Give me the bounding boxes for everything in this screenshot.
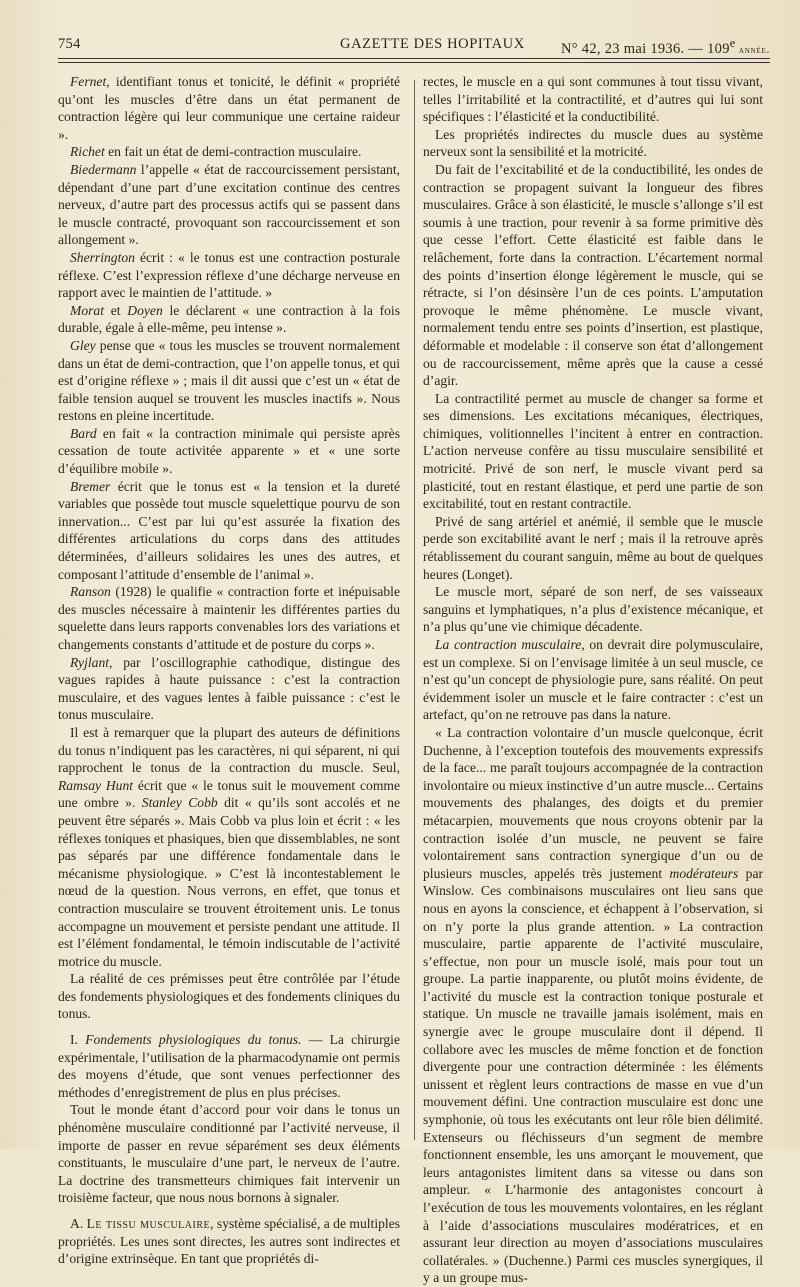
italic-text: Richet bbox=[70, 144, 105, 160]
header-rule-top bbox=[58, 58, 770, 59]
issue-annee: année. bbox=[735, 44, 770, 56]
text-run: en fait un état de demi-contraction musculaire. bbox=[104, 144, 362, 160]
italic-text: modérateurs bbox=[669, 865, 739, 881]
italic-text: Bremer bbox=[70, 478, 111, 494]
paragraph bbox=[58, 1031, 400, 1101]
text-run: La réalité de ces prémisses peut être contrôlée par l’étude des fondements physiologiques et des fondements cliniques du tonus. bbox=[58, 971, 400, 1022]
italic-text: Gley bbox=[70, 337, 96, 353]
text-run: Les propriétés indirectes du muscle dues au système nerveux sont la sensibilité et la motricité. bbox=[423, 126, 763, 160]
paragraph bbox=[423, 513, 763, 583]
paragraph bbox=[58, 249, 400, 302]
italic-text: Fondements physiologiques du tonus. bbox=[85, 1032, 302, 1048]
text-run: en fait « la contraction minimale qui persiste après cessation de toute activitée apparente » et « une sorte d’équilibre mobile ». bbox=[58, 425, 400, 477]
paragraph bbox=[423, 390, 763, 513]
italic-text: Morat bbox=[70, 302, 104, 318]
text-run: écrit : « le tonus est une contraction posturale réflexe. C’est l’expression réflexe d’une décharge nerveuse en rapport avec le maintien de l’attitude. » bbox=[58, 249, 400, 301]
italic-text: Ranson bbox=[70, 584, 111, 600]
paragraph bbox=[423, 73, 763, 126]
paragraph bbox=[423, 126, 763, 161]
text-run: Tout le monde étant d’accord pour voir dans le tonus un phénomène musculaire conditionné par l’activité nerveuse, il importe de passer en revue séparément ses deux éléments constituants, le musculaire d’une part, le nerveux de l’autre. La doctrine des transmetteurs chimiques fait intervenir un troisième facteur, que nous nous bornons à signaler. bbox=[58, 1102, 400, 1206]
italic-text: La contraction musculaire bbox=[435, 637, 582, 652]
text-run: Privé de sang artériel et anémié, il semble que le muscle perde son excitabilité avant le nerf ; mais il la retrouve après rétablissement du courant sanguin, même au bout de quelques heures (Longet). bbox=[423, 513, 763, 582]
text-run: écrit que « le tonus suit le mouvement comme une ombre ». bbox=[58, 777, 400, 811]
paragraph bbox=[423, 724, 763, 1287]
paragraph bbox=[58, 337, 400, 425]
text-run: (1928) le qualifie « contraction forte et inépuisable des muscles nécessaire à maintenir les différentes parties du squelette dans leurs rapports convenables lors des variations et changements constants d’attitude et de posture du corps ». bbox=[58, 584, 400, 652]
italic-text: Biedermann bbox=[70, 161, 137, 177]
paragraph bbox=[58, 1215, 400, 1268]
text-run: « La contraction volontaire d’un muscle quelconque, écrit Duchenne, à l’exception toutefois des mouvements expressifs de la face... me paraît toujours accompagnée de la contraction involontaire ou mieux instinctive d’un autre muscle... Certains mouvements des phalanges, des doigts et du premier métacarpien, mouvements que nous croyons obtenir par la contraction isolée d’un muscle, ne peuvent se faire volontairement sans contraction synergique d’un ou de plusieurs muscles, appelés très justement bbox=[423, 724, 763, 881]
text-run: rectes, le muscle en a qui sont communes à tout tissu vivant, telles l’irritabilité et la contractilité, et d’autres qui lui sont spécifiques : l’élasticité et la conductibilité. bbox=[423, 74, 763, 125]
page-number: 754 bbox=[58, 36, 81, 52]
text-run: l’appelle « état de raccourcissement persistant, dépendant d’une part d’une excitation continue des centres nerveux, d’autre part des processus actifs qui se passent dans le muscle contracté, provoquant son raccourcissement et son allongement ». bbox=[58, 161, 400, 248]
header-rule-bottom bbox=[58, 62, 770, 63]
text-run: dit « qu’ils sont accolés et ne peuvent être séparés ». Mais Cobb va plus loin et écrit : « les réflexes toniques et phasiques, bien que dissemblables, ne sont pas séparés par une différence fondamentale dans le mécanisme physiologique. » C’est là incontestablement le nœud de la question. Nous verrons, en effet, que tonus et contraction musculaire se trouvent étroitement unis. Le tonus accompagne un mouvement et persiste pendant une attitude. Il est l’élément fondamental, le témoin indiscutable de l’activité motrice du muscle. bbox=[58, 795, 400, 969]
paragraph bbox=[58, 1101, 400, 1207]
italic-text: Ramsay Hunt bbox=[58, 777, 134, 793]
paragraph bbox=[58, 970, 400, 1023]
paragraph bbox=[58, 143, 400, 161]
text-run: , identifiant tonus et tonicité, le définit « propriété qu’ont les muscles d’être dans un état permanent de contraction légère qui leur communique une certaine raideur ». bbox=[58, 74, 400, 142]
text-run: par Winslow. Ces combinaisons musculaires ont lieu sans que nous en ayons la conscience, et échappent à l’observation, si on n’y porte la plus grande attention. » La contraction musculaire, partie apparente de l’activité musculaire, s’effectue, non pour un muscle isolé, mais pour tout un groupe. La partie inapparente, ou plutôt moins évidente, de l’activité du muscle est la contraction tonique posturale et statique. Un muscle ne travaille jamais isolément, mais en synergie avec le groupe musculaire dont il dépend. Il collabore avec les muscles de même fonction et de fonction divergente pour une contraction déterminée : les éléments unissent et règlent leurs contractions de masse en vue d’un mouvement défini. Une contraction musculaire est donc une symphonie, où tous les exécutants ont leur rôle bien délimité. Extenseurs ou fléchisseurs d’un segment de membre fonctionnent ensemble, les uns amorçant le mouvement, que leurs antagonistes limitent dans sa vitesse ou dans son ampleur. « L’harmonie des antagonistes concourt à l’exécution de tous les mouvements volontaires, en les réglant à l’aide d’associations musculaires modératrices, et en assurant leur direction au moyen d’associations musculaires collatérales. » (Duchenne.) Parmi ces muscles synergiques, il y a un groupe mus- bbox=[423, 865, 764, 1286]
paragraph bbox=[58, 478, 400, 584]
running-header bbox=[58, 36, 770, 58]
paragraph bbox=[58, 302, 400, 337]
paragraph bbox=[423, 636, 763, 724]
text-run: écrit que le tonus est « la tension et la dureté variables que possède tout muscle squelettique pourvu de son innervation... C’est par lui qu’est assurée la fixation des différentes articulations du corps dans des attitudes déterminées, d’ailleurs solidaires les unes des autres, et composant l’attitude d’ensemble de l’animal ». bbox=[58, 478, 400, 582]
paragraph bbox=[58, 724, 400, 970]
issue-main: N° 42, 23 mai 1936. — 109 bbox=[560, 40, 730, 57]
issue-info bbox=[561, 36, 770, 58]
text-run: — La chirurgie expérimentale, l’utilisation de la pharmacodynamie ont permis des moyens d’étude, que sont venues perfectionner des méthodes d’enregistrement de plus en plus précises. bbox=[58, 1032, 400, 1100]
text-run: A. bbox=[70, 1216, 87, 1231]
text-run: I. bbox=[70, 1032, 86, 1048]
paragraph bbox=[423, 583, 763, 636]
journal-title: GAZETTE DES HOPITAUX bbox=[340, 36, 525, 52]
paragraph bbox=[58, 73, 400, 143]
italic-text: Bard bbox=[70, 425, 97, 441]
column-divider bbox=[414, 80, 415, 1140]
small-caps-text: Le tissu musculaire bbox=[86, 1216, 211, 1231]
text-run: , on devrait dire polymusculaire, est un complexe. Si on l’envisage limitée à un seul muscle, ce n’est qu’un concept de physiologie pure, sans réalité. On peut évidemment isoler un muscle et le faire contracter : c’est un artefact, qu’on ne retrouve pas dans la nature. bbox=[423, 637, 763, 723]
italic-text: Fernet bbox=[70, 74, 107, 89]
italic-text: Stanley Cobb bbox=[141, 795, 218, 811]
paragraph bbox=[423, 161, 763, 390]
text-run: Le muscle mort, séparé de son nerf, de ses vaisseaux sanguins et lymphatiques, n’a plus d’existence mécanique, et n’a plus qu’une vie chimique décadente. bbox=[423, 584, 763, 635]
italic-text: Sherrington bbox=[70, 249, 135, 265]
text-run: Du fait de l’excitabilité et de la conductibilité, les ondes de contraction se propagent suivant la longueur des fibres musculaires. Grâce à son élasticité, le muscle s’allonge s’il est soumis à une traction, pour revenir à sa forme primitive dès que cesse l’effort. Cette élasticité est faible dans le relâchement, forte dans la contraction. L’écartement normal des points d’insertion élonge légèrement le muscle, qui se rétracte, si l’on désinsère l’un de ces points. L’amputation provoque le même phénomène. Le muscle vivant, normalement tendu entre ses points d’insertion, est plastique, déformable et modelable : il conserve son état d’allongement ou de raccourcissement, même après que la cause a cessé d’agir. bbox=[423, 161, 763, 389]
issue-superscript: e bbox=[729, 36, 736, 50]
left-column bbox=[58, 73, 400, 1268]
italic-text: Ryjlant bbox=[70, 654, 110, 670]
right-column bbox=[423, 73, 763, 1287]
text-run: La contractilité permet au muscle de changer sa forme et ses dimensions. Les excitations mécaniques, électriques, chimiques, volitionnelles l’incitent à entrer en contraction. L’action nerveuse confère au tissu musculaire sensibilité et motricité. Privé de son nerf, le muscle vivant perd sa plasticité, tout en restant élastique, et perd une partie de son excitabilité, tout en restant contractile. bbox=[423, 390, 763, 512]
text-run: , système spécialisé, a de multiples propriétés. Les unes sont directes, les autres sont indirectes et d’origine extrinsèque. En tant que propriétés di- bbox=[58, 1216, 401, 1267]
text-run: , par l’oscillographie cathodique, distingue des vagues rapides à haute puissance : c’est la contraction musculaire, et des vagues lentes à faible puissance : c’est le tonus musculaire. bbox=[58, 654, 400, 723]
paragraph bbox=[58, 161, 400, 249]
paragraph bbox=[58, 425, 400, 478]
text-run: pense que « tous les muscles se trouvent normalement dans un état de demi-contraction, que l’on appelle tonus, et qui est d’origine réflexe » ; mais il dit aussi que c’est un « état de faible tension auquel se trouvent les muscles inactifs ». Nous restons en pleine incertitude. bbox=[58, 337, 401, 424]
text-run: Il est à remarquer que la plupart des auteurs de définitions du tonus n’indiquent pas les caractères, ni qui séparent, ni qui rapprochent le tonus de la contraction du muscle. Seul, bbox=[58, 724, 400, 776]
paragraph bbox=[58, 654, 400, 724]
italic-text: Doyen bbox=[127, 302, 163, 318]
text-run: et bbox=[103, 302, 128, 318]
paragraph bbox=[58, 583, 400, 653]
text-run: le déclarent « une contraction à la fois durable, égale à elle-même, peu intense ». bbox=[58, 302, 400, 336]
